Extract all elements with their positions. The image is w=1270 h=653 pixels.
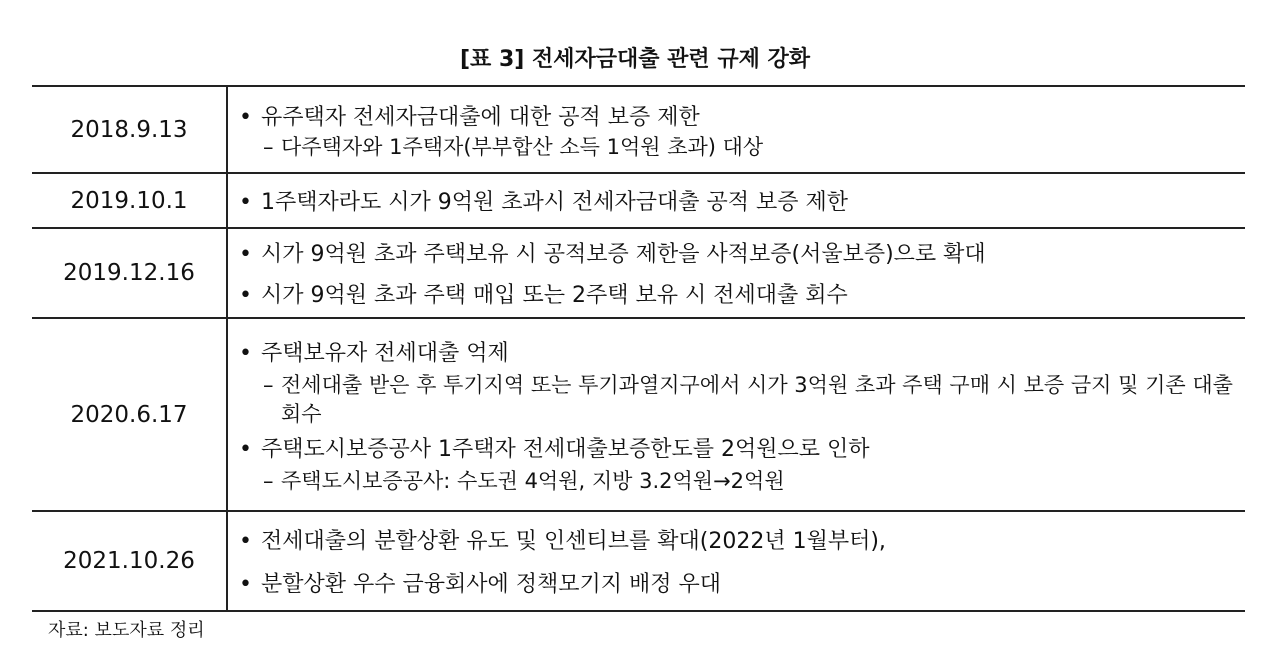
row-date: 2021.10.26: [32, 511, 227, 611]
row-content: [227, 228, 1245, 318]
bullet-text: 1주택자라도 시가 9억원 초과시 전세자금대출 공적 보증 제한: [261, 190, 848, 215]
source-note: 자료: 보도자료 정리: [48, 620, 205, 641]
sub-item: [239, 467, 1245, 496]
bullet-icon: •: [239, 529, 252, 554]
row-date: 2020.6.17: [32, 318, 227, 511]
bullet-item: [239, 280, 1245, 311]
dash-icon: –: [263, 372, 274, 397]
row-date: 2018.9.13: [32, 86, 227, 173]
table-row: [32, 511, 1245, 611]
dash-icon: –: [263, 468, 274, 493]
bullet-item: [239, 569, 1245, 600]
bullet-text: 유주택자 전세자금대출에 대한 공적 보증 제한: [261, 104, 700, 130]
row-date: 2019.10.1: [32, 173, 227, 228]
bullet-icon: •: [239, 104, 252, 130]
bullet-icon: •: [239, 283, 252, 308]
row-content: [227, 173, 1245, 228]
bullet-icon: •: [239, 242, 252, 267]
bullet-item: [239, 526, 1245, 557]
row-content: [227, 318, 1245, 511]
bullet-item: [239, 434, 1245, 465]
regulation-table: [32, 85, 1245, 612]
bullet-text: 분할상환 우수 금융회사에 정책모기지 배정 우대: [261, 572, 722, 597]
bullet-item: [239, 187, 1245, 218]
bullet-item: [239, 338, 1245, 369]
row-date: 2019.12.16: [32, 228, 227, 318]
bullet-item: [239, 239, 1245, 270]
sub-text: 전세대출 받은 후 투기지역 또는 투기과열지구에서 시가 3억원 초과 주택 구매 시 보증 금지 및 기존 대출 회수: [281, 372, 1233, 426]
bullet-icon: •: [239, 340, 252, 366]
table-row: [32, 173, 1245, 228]
sub-text: 주택도시보증공사: 수도권 4억원, 지방 3.2억원→2억원: [281, 468, 785, 493]
table-row: [32, 86, 1245, 173]
bullet-text: 주택도시보증공사 1주택자 전세대출보증한도를 2억원으로 인하: [261, 436, 870, 462]
sub-item: [239, 371, 1245, 429]
table-row: [32, 228, 1245, 318]
table-row: [32, 318, 1245, 511]
bullet-item: [239, 102, 1245, 133]
table-title: [표 3] 전세자금대출 관련 규제 강화: [460, 47, 810, 72]
row-content: [227, 511, 1245, 611]
row-content: [227, 86, 1245, 173]
bullet-text: 시가 9억원 초과 주택 매입 또는 2주택 보유 시 전세대출 회수: [261, 283, 848, 308]
sub-item: [239, 133, 1245, 162]
bullet-text: 주택보유자 전세대출 억제: [261, 340, 509, 366]
bullet-icon: •: [239, 436, 252, 462]
sub-text: 다주택자와 1주택자(부부합산 소득 1억원 초과) 대상: [281, 134, 764, 159]
bullet-icon: •: [239, 190, 252, 215]
dash-icon: –: [263, 134, 274, 159]
bullet-text: 전세대출의 분할상환 유도 및 인센티브를 확대(2022년 1월부터),: [261, 529, 886, 554]
bullet-text: 시가 9억원 초과 주택보유 시 공적보증 제한을 사적보증(서울보증)으로 확대: [261, 242, 986, 267]
bullet-icon: •: [239, 572, 252, 597]
